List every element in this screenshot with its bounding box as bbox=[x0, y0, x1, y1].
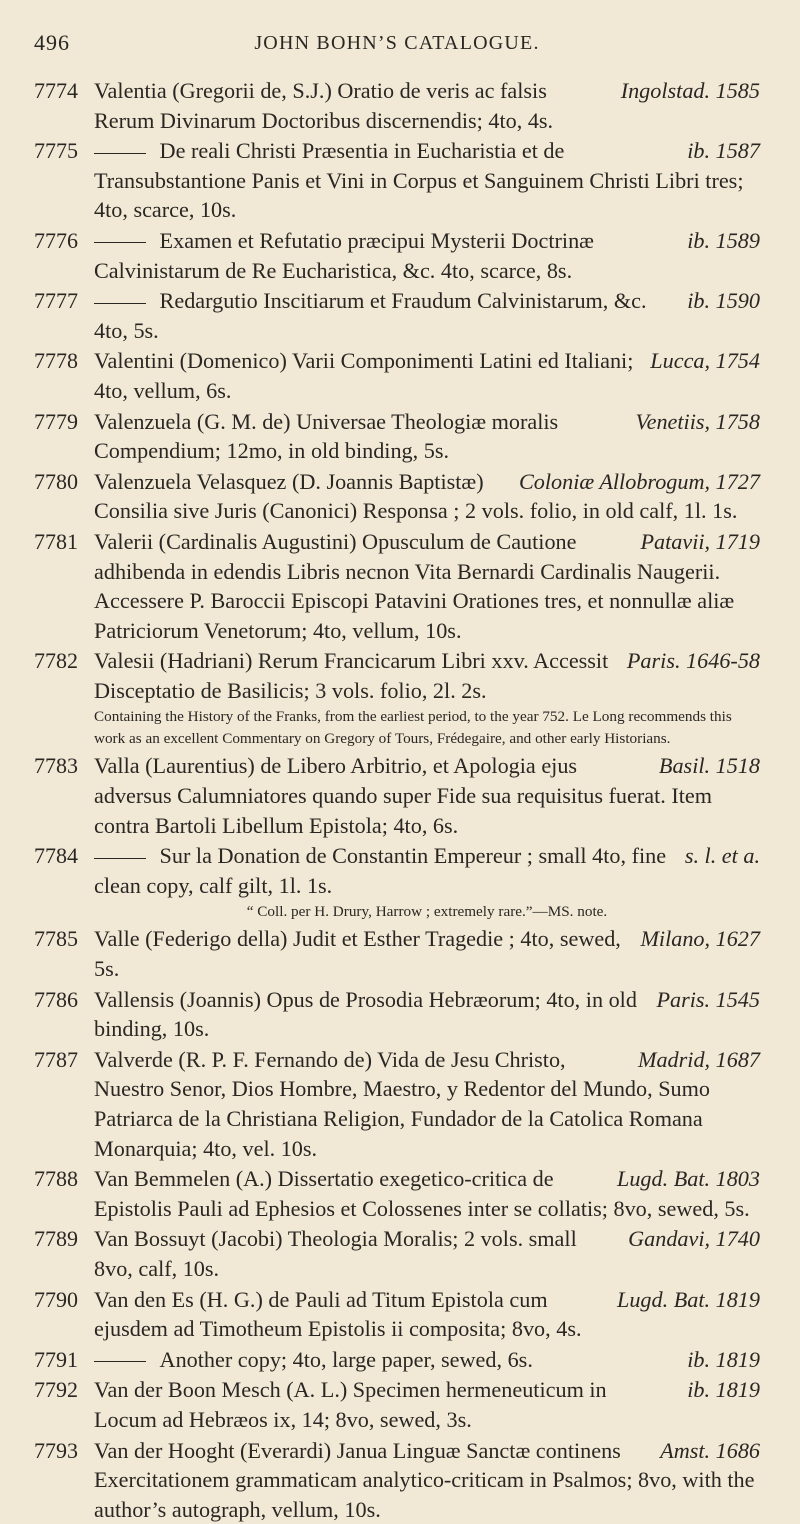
catalogue-entry bbox=[34, 1224, 760, 1283]
entry-text: Valle (Federigo della) Judit et Esther Tragedie ; 4to, sewed, 5s. bbox=[94, 926, 621, 982]
entry-text: Valerii (Cardinalis Augustini) Opusculum de Cautione adhibenda in edendis Libris necnon Vita Bernardi Cardinalis Naugerii. Accessere P. Baroccii Episcopi Patavini Orationes tres, et nonnullæ aliæ Patriciorum Venetorum; 4to, vellum, 10s. bbox=[94, 528, 735, 643]
page-number: 496 bbox=[34, 30, 70, 55]
entry-imprint: Milano, 1627 bbox=[640, 926, 760, 952]
entry-number: 7790 bbox=[34, 1286, 78, 1312]
entry-number: 7792 bbox=[34, 1377, 78, 1403]
entry-number: 7787 bbox=[34, 1046, 78, 1072]
catalogue-entry bbox=[34, 136, 760, 225]
running-title: JOHN BOHN’S CATALOGUE. bbox=[254, 32, 540, 54]
entry-number: 7786 bbox=[34, 986, 78, 1012]
entry-text: Van der Boon Mesch (A. L.) Specimen hermeneuticum in Locum ad Hebræos ix, 14; 8vo, sewed, 3s. bbox=[94, 1377, 607, 1432]
catalogue-entry bbox=[34, 226, 760, 285]
entry-text: Vallensis (Joannis) Opus de Prosodia Hebræorum; 4to, in old binding, 10s. bbox=[94, 986, 637, 1042]
entry-number: 7775 bbox=[34, 138, 78, 164]
catalogue-entry bbox=[34, 1164, 760, 1223]
entry-text: Valenzuela Velasquez (D. Joannis Baptistæ) Consilia sive Juris (Canonici) Responsa ; 2 vols. folio, in old calf, 1l. 1s. bbox=[94, 468, 738, 524]
ditto-dash bbox=[94, 303, 146, 304]
entry-imprint: ib. 1819 bbox=[687, 1377, 760, 1403]
catalogue-entry bbox=[34, 527, 760, 645]
catalogue-entry bbox=[34, 467, 760, 526]
entry-number: 7789 bbox=[34, 1226, 78, 1252]
ditto-dash bbox=[94, 242, 146, 243]
entry-imprint: ib. 1590 bbox=[687, 288, 760, 314]
entry-number: 7788 bbox=[34, 1166, 78, 1192]
entry-number: 7782 bbox=[34, 648, 78, 674]
entry-note: “ Coll. per H. Drury, Harrow ; extremely rare.”—MS. note. bbox=[246, 903, 608, 921]
entry-text: Van Bemmelen (A.) Dissertatio exegetico-critica de Epistolis Pauli ad Ephesios et Colossenes inter se collatis; 8vo, sewed, 5s. bbox=[94, 1166, 750, 1221]
entry-imprint: Lugd. Bat. 1803 bbox=[617, 1166, 760, 1192]
entry-number: 7776 bbox=[34, 227, 78, 253]
catalogue-entry bbox=[34, 751, 760, 840]
entry-text: Redargutio Inscitiarum et Fraudum Calvinistarum, &c. 4to, 5s. bbox=[94, 288, 647, 343]
entry-number: 7791 bbox=[34, 1346, 78, 1372]
entry-imprint: ib. 1819 bbox=[687, 1346, 760, 1372]
entry-imprint: Basil. 1518 bbox=[658, 753, 760, 779]
catalogue-entry bbox=[34, 407, 760, 466]
entry-number: 7774 bbox=[34, 78, 78, 103]
entry-number: 7783 bbox=[34, 753, 78, 779]
entry-number: 7778 bbox=[34, 348, 78, 374]
catalogue-entry bbox=[34, 985, 760, 1044]
entry-number: 7793 bbox=[34, 1437, 78, 1463]
entry-imprint: Lucca, 1754 bbox=[650, 348, 760, 374]
entry-imprint: Patavii, 1719 bbox=[640, 528, 760, 554]
entry-text: Another copy; 4to, large paper, sewed, 6s. bbox=[159, 1346, 533, 1372]
entry-imprint: Paris. 1646-58 bbox=[626, 648, 760, 674]
entry-imprint: s. l. et a. bbox=[684, 843, 760, 869]
entry-text: Valentia (Gregorii de, S.J.) Oratio de veris ac falsis Rerum Divinarum Doctoribus discernendis; 4to, 4s. bbox=[94, 78, 554, 133]
catalogue-entry bbox=[34, 841, 760, 923]
ditto-dash bbox=[94, 153, 146, 154]
entry-imprint: Ingolstad. 1585 bbox=[620, 78, 760, 103]
entry-number: 7777 bbox=[34, 288, 78, 314]
entry-text: Van Bossuyt (Jacobi) Theologia Moralis; 2 vols. small 8vo, calf, 10s. bbox=[94, 1226, 577, 1281]
ditto-dash bbox=[94, 1361, 146, 1362]
entry-imprint: Lugd. Bat. 1819 bbox=[617, 1286, 760, 1312]
catalogue-entry bbox=[34, 924, 760, 983]
catalogue-entry bbox=[34, 1436, 760, 1524]
entry-imprint: Paris. 1545 bbox=[656, 986, 760, 1012]
entry-text: Sur la Donation de Constantin Empereur ; small 4to, fine clean copy, calf gilt, 1l. 1s. bbox=[94, 843, 667, 898]
entry-number: 7784 bbox=[34, 843, 78, 869]
catalogue-entry bbox=[34, 1375, 760, 1434]
entry-note: Containing the History of the Franks, from the earliest period, to the year 752. Le Long recommends this work as an excellent Commentary on Gregory of Tours, Frédegaire, and other early Historians. bbox=[94, 708, 732, 748]
catalogue-entry bbox=[34, 1045, 760, 1163]
entry-text: Van den Es (H. G.) de Pauli ad Titum Epistola cum ejusdem ad Timotheum Epistolis ii composita; 8vo, 4s. bbox=[94, 1286, 582, 1342]
entry-imprint: Amst. 1686 bbox=[660, 1437, 760, 1463]
entry-text: Valenzuela (G. M. de) Universae Theologiæ moralis Compendium; 12mo, in old binding, 5s. bbox=[94, 408, 559, 464]
entry-imprint: ib. 1589 bbox=[687, 227, 760, 253]
catalogue-entry bbox=[34, 76, 760, 135]
entry-text: Van der Hooght (Everardi) Janua Linguæ Sanctæ continens Exercitationem grammaticam analytico-criticam in Psalmos; 8vo, with the author’s autograph, vellum, 10s. bbox=[94, 1437, 755, 1522]
entry-imprint: Venetiis, 1758 bbox=[635, 408, 760, 434]
entry-text: Examen et Refutatio præcipui Mysterii Doctrinæ Calvinistarum de Re Eucharistica, &c. 4to, scarce, 8s. bbox=[94, 227, 594, 283]
entry-text: De reali Christi Præsentia in Eucharistia et de Transubstantione Panis et Vini in Corpus et Sanguinem Christi Libri tres; 4to, scarce, 10s. bbox=[94, 138, 744, 223]
entry-number: 7785 bbox=[34, 926, 78, 952]
entry-number: 7779 bbox=[34, 408, 78, 434]
entry-number: 7781 bbox=[34, 528, 78, 554]
entry-imprint: Madrid, 1687 bbox=[637, 1046, 760, 1072]
entry-text: Valentini (Domenico) Varii Componimenti Latini ed Italiani; 4to, vellum, 6s. bbox=[94, 348, 634, 403]
entry-text: Valla (Laurentius) de Libero Arbitrio, et Apologia ejus adversus Calumniatores quando super Fide sua requisitus fuerat. Item contra Bartoli Libellum Epistola; 4to, 6s. bbox=[94, 753, 713, 838]
entry-text: Valesii (Hadriani) Rerum Francicarum Libri xxv. Accessit Disceptatio de Basilicis; 3 vols. folio, 2l. 2s. bbox=[94, 648, 609, 703]
catalogue-entry bbox=[34, 646, 760, 750]
entry-imprint: ib. 1587 bbox=[687, 138, 760, 164]
catalogue-entry bbox=[34, 346, 760, 405]
ditto-dash bbox=[94, 858, 146, 859]
catalogue-entry bbox=[34, 286, 760, 345]
entry-text: Valverde (R. P. F. Fernando de) Vida de Jesu Christo, Nuestro Senor, Dios Hombre, Maestro, y Redentor del Mundo, Sumo Patriarca de la Christiana Religion, Fundador de la Catolica Romana Monarquia; 4to, vel. 10s. bbox=[94, 1046, 710, 1161]
page-header bbox=[34, 30, 760, 70]
catalogue-entry bbox=[34, 1285, 760, 1344]
entry-imprint: Gandavi, 1740 bbox=[628, 1226, 760, 1252]
entry-imprint: Coloniæ Allobrogum, 1727 bbox=[518, 468, 760, 494]
entry-number: 7780 bbox=[34, 468, 78, 494]
